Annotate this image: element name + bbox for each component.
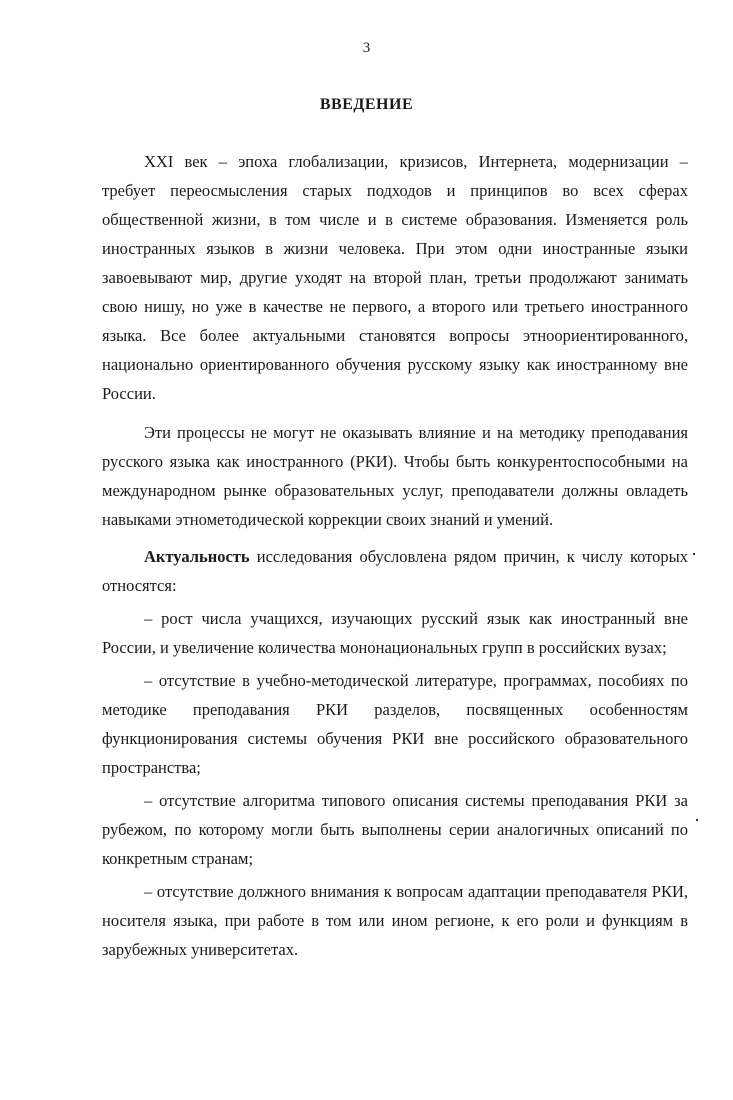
body-text [102, 147, 688, 968]
paragraph-relevance [102, 542, 688, 600]
paragraph-intro: XXI век – эпоха глобализации, кризисов, Интернета, модернизации – требует переосмысления старых подходов и принципов во всех сферах общественной жизни, в том числе и в системе образования. Изменяется роль иностранных языков в жизни человека. При этом одни иностранные языки завоевывают мир, другие уходят на второй план, третьи продолжают занимать свою нишу, но уже в качестве не первого, а второго или третьего иностранного языка. Все более актуальными становятся вопросы этноориентированного, национально ориентированного обучения русскому языку как иностранному вне России. [102, 152, 688, 403]
relevance-text: исследования обусловлена рядом причин, к числу которых относятся: [102, 547, 688, 595]
section-title: ВВЕДЕНИЕ [319, 96, 414, 113]
relevance-term: Актуальность [144, 547, 250, 566]
paragraph-methods: Эти процессы не могут не оказывать влияние и на методику преподавания русского языка как иностранного (РКИ). Чтобы быть конкурентоспособными на международном рынке образовательных услуг, преподаватели должны овладеть навыками этнометодической коррекции своих знаний и умений. [102, 423, 688, 529]
scan-speck [693, 553, 695, 555]
list-item-4: – отсутствие должного внимания к вопросам адаптации преподавателя РКИ, носителя языка, при работе в том или ином регионе, к его роли и функциям в зарубежных университетах. [102, 882, 688, 959]
scan-speck [696, 819, 698, 821]
page-number: 3 [362, 40, 371, 56]
list-item-3: – отсутствие алгоритма типового описания системы преподавания РКИ за рубежом, по которому могли быть выполнены серии аналогичных описаний по конкретным странам; [102, 791, 688, 868]
list-item-1: – рост числа учащихся, изучающих русский язык как иностранный вне России, и увеличение количества мононациональных групп в российских вузах; [102, 609, 688, 657]
list-item-2: – отсутствие в учебно-методической литературе, программах, пособиях по методике преподавания РКИ разделов, посвященных особенностям функционирования системы обучения РКИ вне российского образовательного пространства; [102, 671, 688, 777]
